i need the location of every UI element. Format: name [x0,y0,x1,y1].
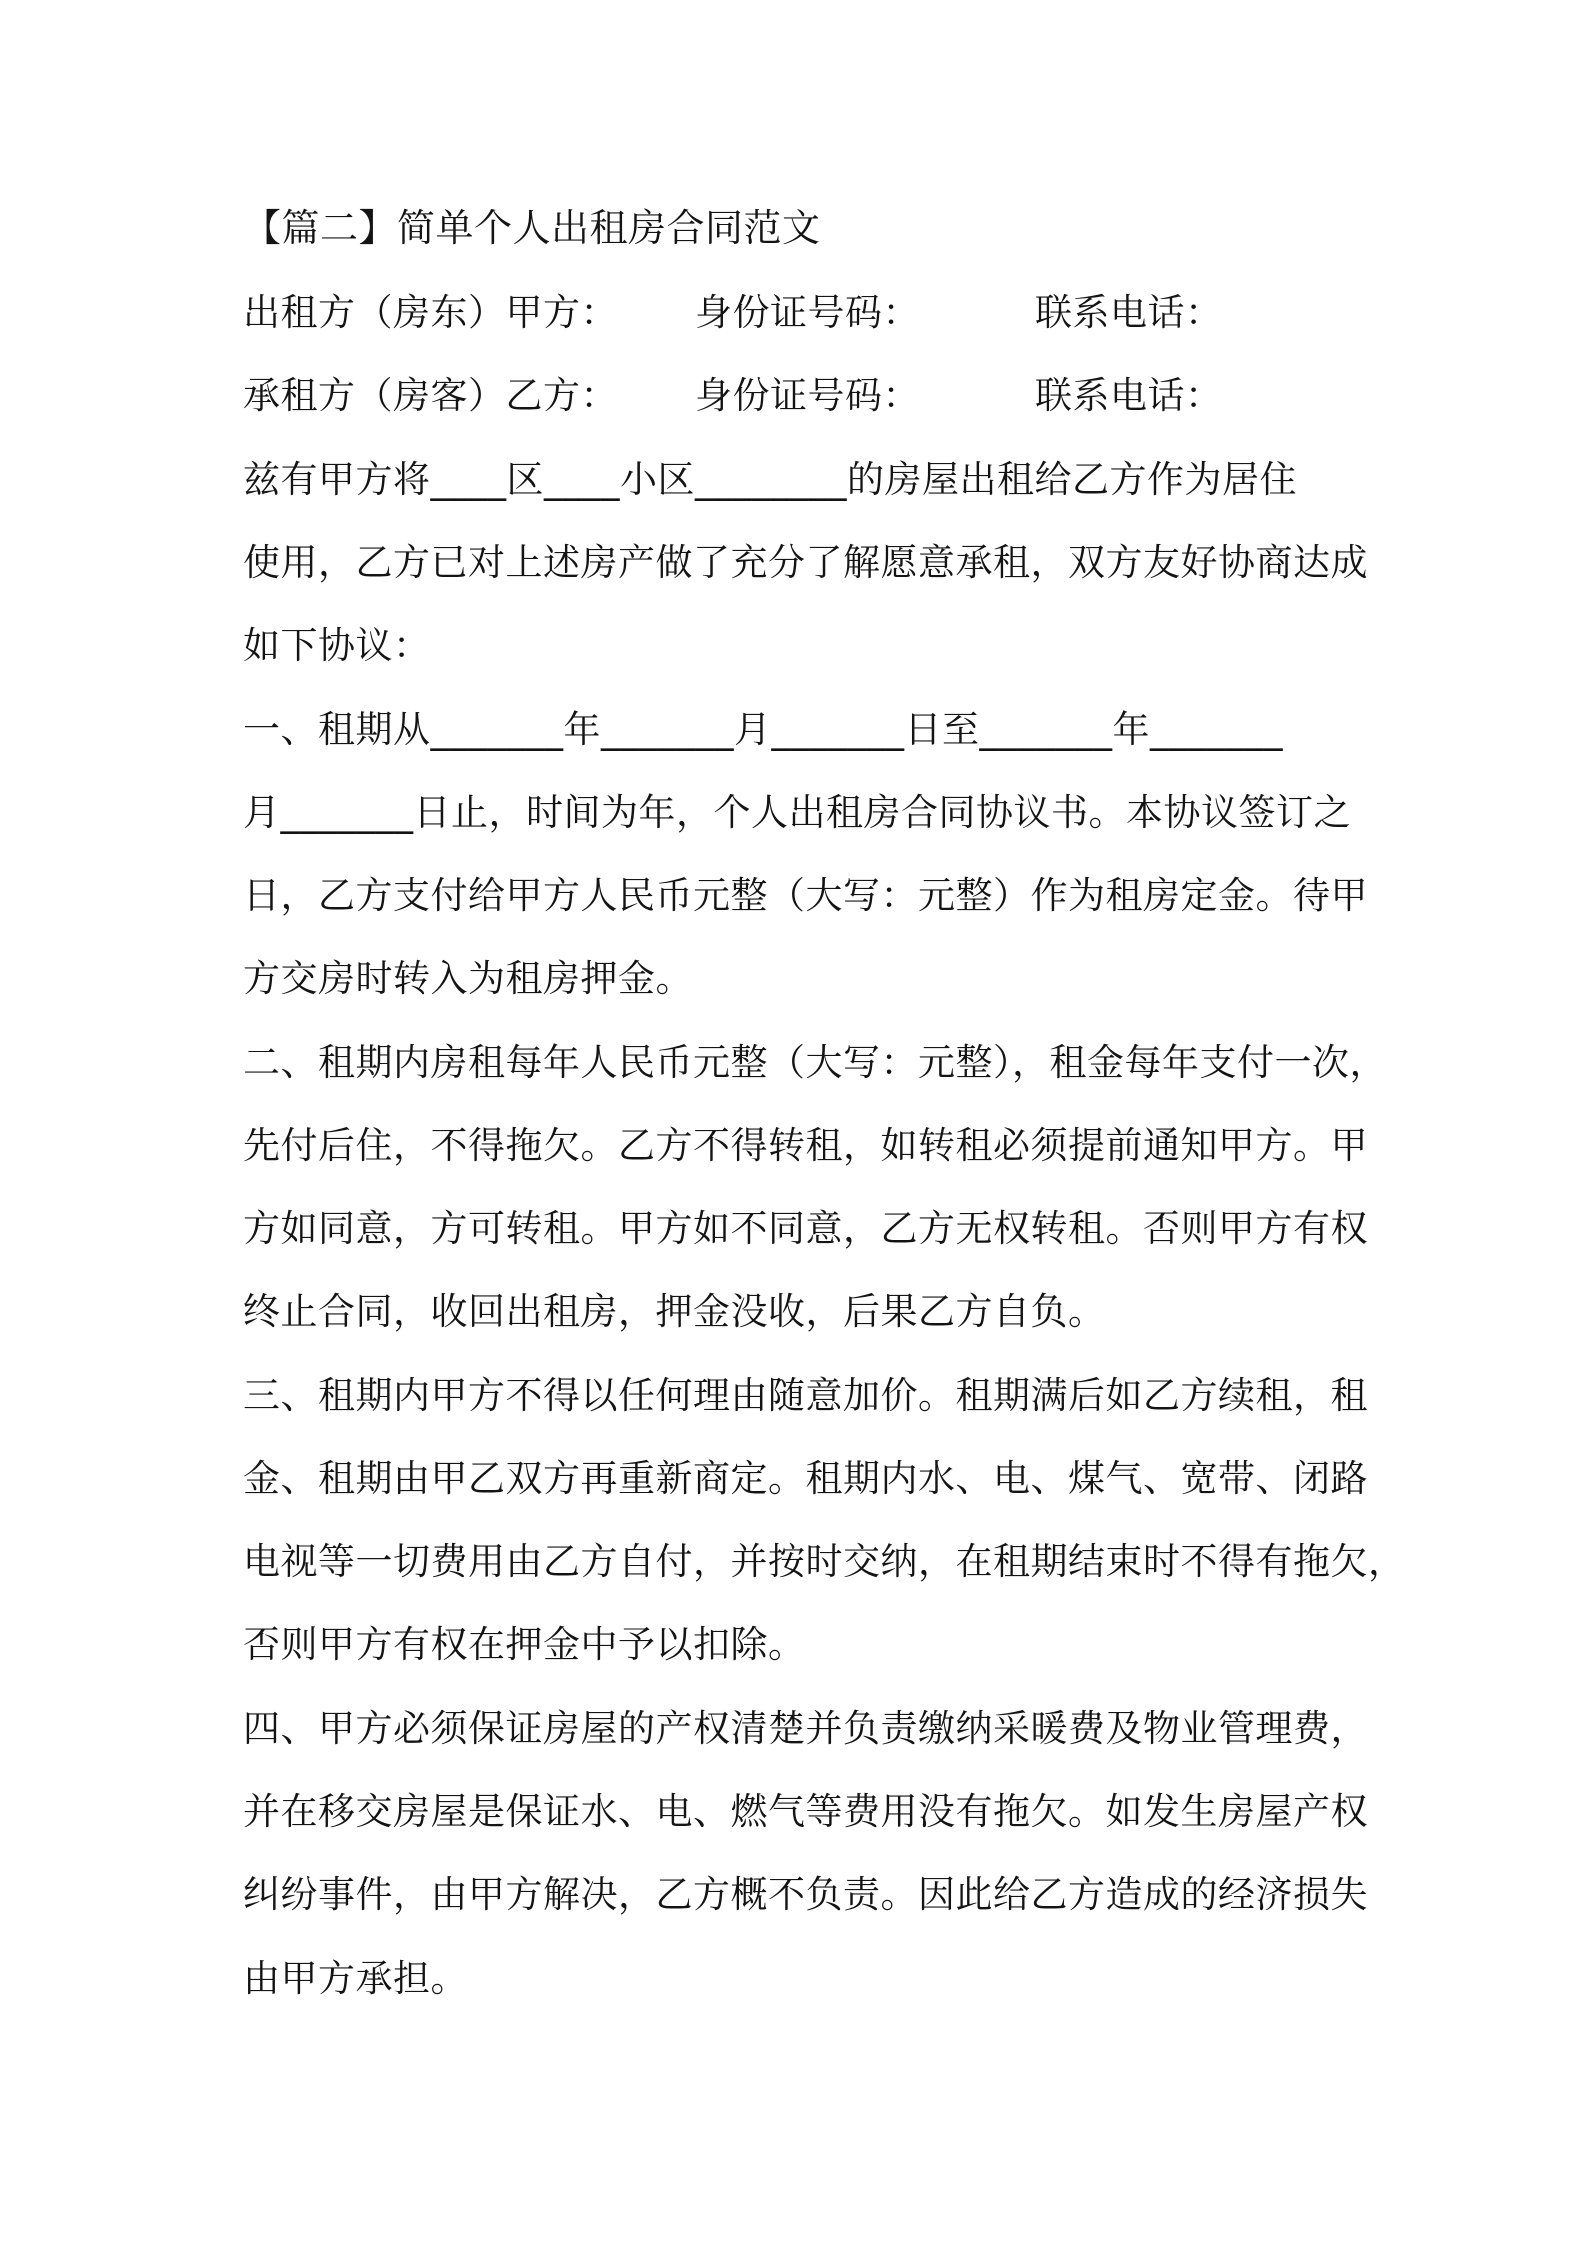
landlord-phone-label: 联系电话： [1035,291,1223,334]
body-line: 否则甲方有权在押金中予以扣除。 [243,1623,806,1666]
body-line: 使用，乙方已对上述房产做了充分了解愿意承租，双方友好协商达成 [243,541,1368,584]
body-line: 由甲方承担。 [243,1957,468,2000]
body-line: 一、租期从_______年_______月_______日至_______年_______ [243,708,1283,751]
body-line: 四、甲方必须保证房屋的产权清楚并负责缴纳采暖费及物业管理费， [243,1707,1368,1750]
tenant-info-row [243,373,1343,419]
body-line: 电视等一切费用由乙方自付，并按时交纳，在租期结束时不得有拖欠， [243,1540,1406,1583]
body-line: 月_______日止，时间为年，个人出租房合同协议书。本协议签订之 [243,791,1351,834]
body-line: 方交房时转入为租房押金。 [243,957,693,1000]
body-line: 方如同意，方可转租。甲方如不同意，乙方无权转租。否则甲方有权 [243,1207,1368,1250]
body-line: 日，乙方支付给甲方人民币元整（大写：元整）作为租房定金。待甲 [243,874,1368,917]
body-line: 纠纷事件，由甲方解决，乙方概不负责。因此给乙方造成的经济损失 [243,1873,1368,1916]
landlord-info-row [243,290,1343,336]
tenant-id-label: 身份证号码： [695,374,920,417]
body-line: 终止合同，收回出租房，押金没收，后果乙方自负。 [243,1290,1106,1333]
body-line: 并在移交房屋是保证水、电、燃气等费用没有拖欠。如发生房屋产权 [243,1790,1368,1833]
body-line: 二、租期内房租每年人民币元整（大写：元整），租金每年支付一次， [243,1041,1387,1084]
landlord-role-label: 出租方（房东）甲方： [243,291,618,334]
tenant-phone-label: 联系电话： [1035,374,1223,417]
body-line: 兹有甲方将____区____小区________的房屋出租给乙方作为居住 [243,458,1297,501]
landlord-id-label: 身份证号码： [695,291,920,334]
document-title: 【篇二】简单个人出租房合同范文 [243,206,821,250]
body-line: 如下协议： [243,624,431,667]
body-line: 先付后住，不得拖欠。乙方不得转租，如转租必须提前通知甲方。甲 [243,1124,1368,1167]
tenant-role-label: 承租方（房客）乙方： [243,374,618,417]
body-line: 三、租期内甲方不得以任何理由随意加价。租期满后如乙方续租，租 [243,1374,1368,1417]
body-line: 金、租期由甲乙双方再重新商定。租期内水、电、煤气、宽带、闭路 [243,1457,1368,1500]
